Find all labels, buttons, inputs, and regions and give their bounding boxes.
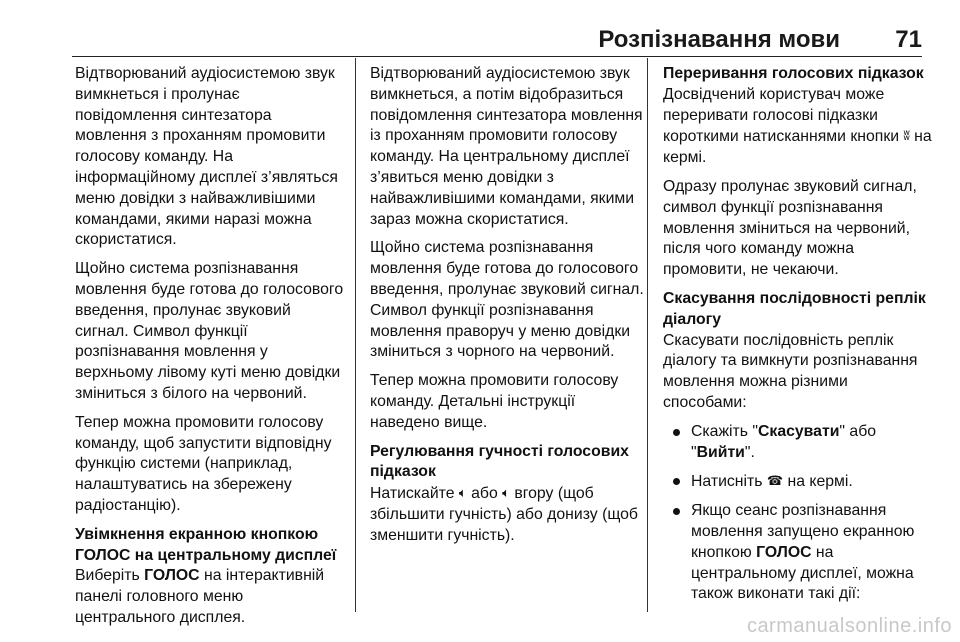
- text: на інтерактивній панелі головного меню центрального дисплея.: [75, 567, 325, 626]
- paragraph: [370, 483, 646, 546]
- list-item: [663, 501, 933, 605]
- page-header: [72, 20, 922, 56]
- text: ".: [744, 443, 755, 461]
- text: на кермі.: [783, 473, 853, 491]
- column-3: [663, 64, 933, 613]
- end-call-icon: ☎︎: [766, 473, 784, 489]
- text: вгору (щоб збільшити гучність) або донизу (щоб зменшити гучність).: [370, 485, 638, 544]
- header-rule: [72, 56, 922, 57]
- section-heading: Регулювання гучності голосових підказок: [370, 442, 629, 481]
- text: Виберіть: [75, 567, 145, 585]
- text: Скажіть ": [691, 422, 758, 440]
- section-heading: Увімкнення екранною кнопкою ГОЛОС на центральному дисплеї: [75, 525, 337, 564]
- paragraph: Відтворюваний аудіосистемою звук вимкнеться і пролунає повідомлення синтезатора мовлення з проханням промовити голосову команду. На інформаційному дисплеї з’являться меню довідки з найважливішими командами, якими наразі можна скористатися.: [75, 65, 338, 249]
- paragraph: Тепер можна промовити голосову команду, щоб запустити відповідну функцію системи (наприклад, налаштуватись на збережену радіостанцію).: [75, 413, 332, 514]
- paragraph: Відтворюваний аудіосистемою звук вимкнеться, а потім відобразиться повідомлення синтезатора мовлення із проханням промовити голосову команду. На центральному дисплеї з’явиться меню довідки з найважливішими командами, якими зараз можна скористатися.: [370, 65, 643, 228]
- section-heading: Скасування послідовності реплік діалогу: [663, 289, 926, 328]
- text: " або ": [691, 422, 877, 461]
- text: на кермі.: [663, 128, 932, 167]
- paragraph: Щойно система розпізнавання мовлення буде готова до голосового введення, пролунає звуковий сигнал. Символ функції розпізнавання мовлення праворуч у меню довідки зміниться з чорного на червоний.: [370, 239, 644, 361]
- text: Якщо сеанс розпізнавання мовлення запущено екранною кнопкою: [691, 502, 915, 561]
- column-divider: [355, 58, 356, 612]
- text: або: [466, 485, 503, 503]
- bold-term: ГОЛОС: [756, 543, 812, 561]
- page-title: Розпізнавання мови: [598, 26, 840, 53]
- bullet-dot: [673, 429, 680, 436]
- text: Натискайте: [370, 485, 459, 503]
- speaker-icon: 🔈︎: [502, 485, 510, 501]
- paragraph: [75, 566, 345, 628]
- column-1: [75, 64, 345, 637]
- page-number: 71: [895, 26, 922, 53]
- bullet-dot: [673, 508, 680, 515]
- column-divider: [647, 58, 648, 612]
- speaker-icon: 🔈︎: [458, 485, 467, 501]
- text: Натисніть: [691, 473, 767, 491]
- bold-term: ГОЛОС: [144, 567, 200, 585]
- list-item: [663, 422, 933, 464]
- bold-term: Вийти: [696, 443, 745, 461]
- bullet-dot: [673, 478, 680, 485]
- paragraph: Тепер можна промовити голосову команду. Детальні інструкції наведено вище.: [370, 372, 619, 431]
- watermark: carmanualsonline.info: [746, 615, 952, 637]
- text: Досвідчений користувач може переривати голосові підказки короткими натисканнями кнопки: [663, 85, 904, 146]
- list-item: [663, 471, 933, 493]
- column-2: [370, 64, 646, 555]
- paragraph: Одразу пролунає звуковий сигнал, символ функції розпізнавання мовлення зміниться на червоний, після чого команду можна промовити, не чекаючи.: [663, 177, 917, 279]
- paragraph: [663, 85, 933, 169]
- bold-term: Скасувати: [758, 422, 840, 440]
- section-heading: Переривання голосових підказок: [663, 65, 924, 82]
- voice-button-icon: ʬ: [903, 128, 910, 144]
- paragraph: Щойно система розпізнавання мовлення буде готова до голосового введення, пролунає звуковий сигнал. Символ функції розпізнавання мовлення у верхньому лівому куті меню довідки зміниться з білого на червоний.: [75, 260, 344, 402]
- text: на центральному дисплеї, можна також виконати такі дії:: [691, 543, 914, 603]
- bullet-list: [663, 422, 933, 605]
- paragraph: Скасувати послідовність реплік діалогу та вимкнути розпізнавання мовлення можна різними способами:: [663, 331, 918, 411]
